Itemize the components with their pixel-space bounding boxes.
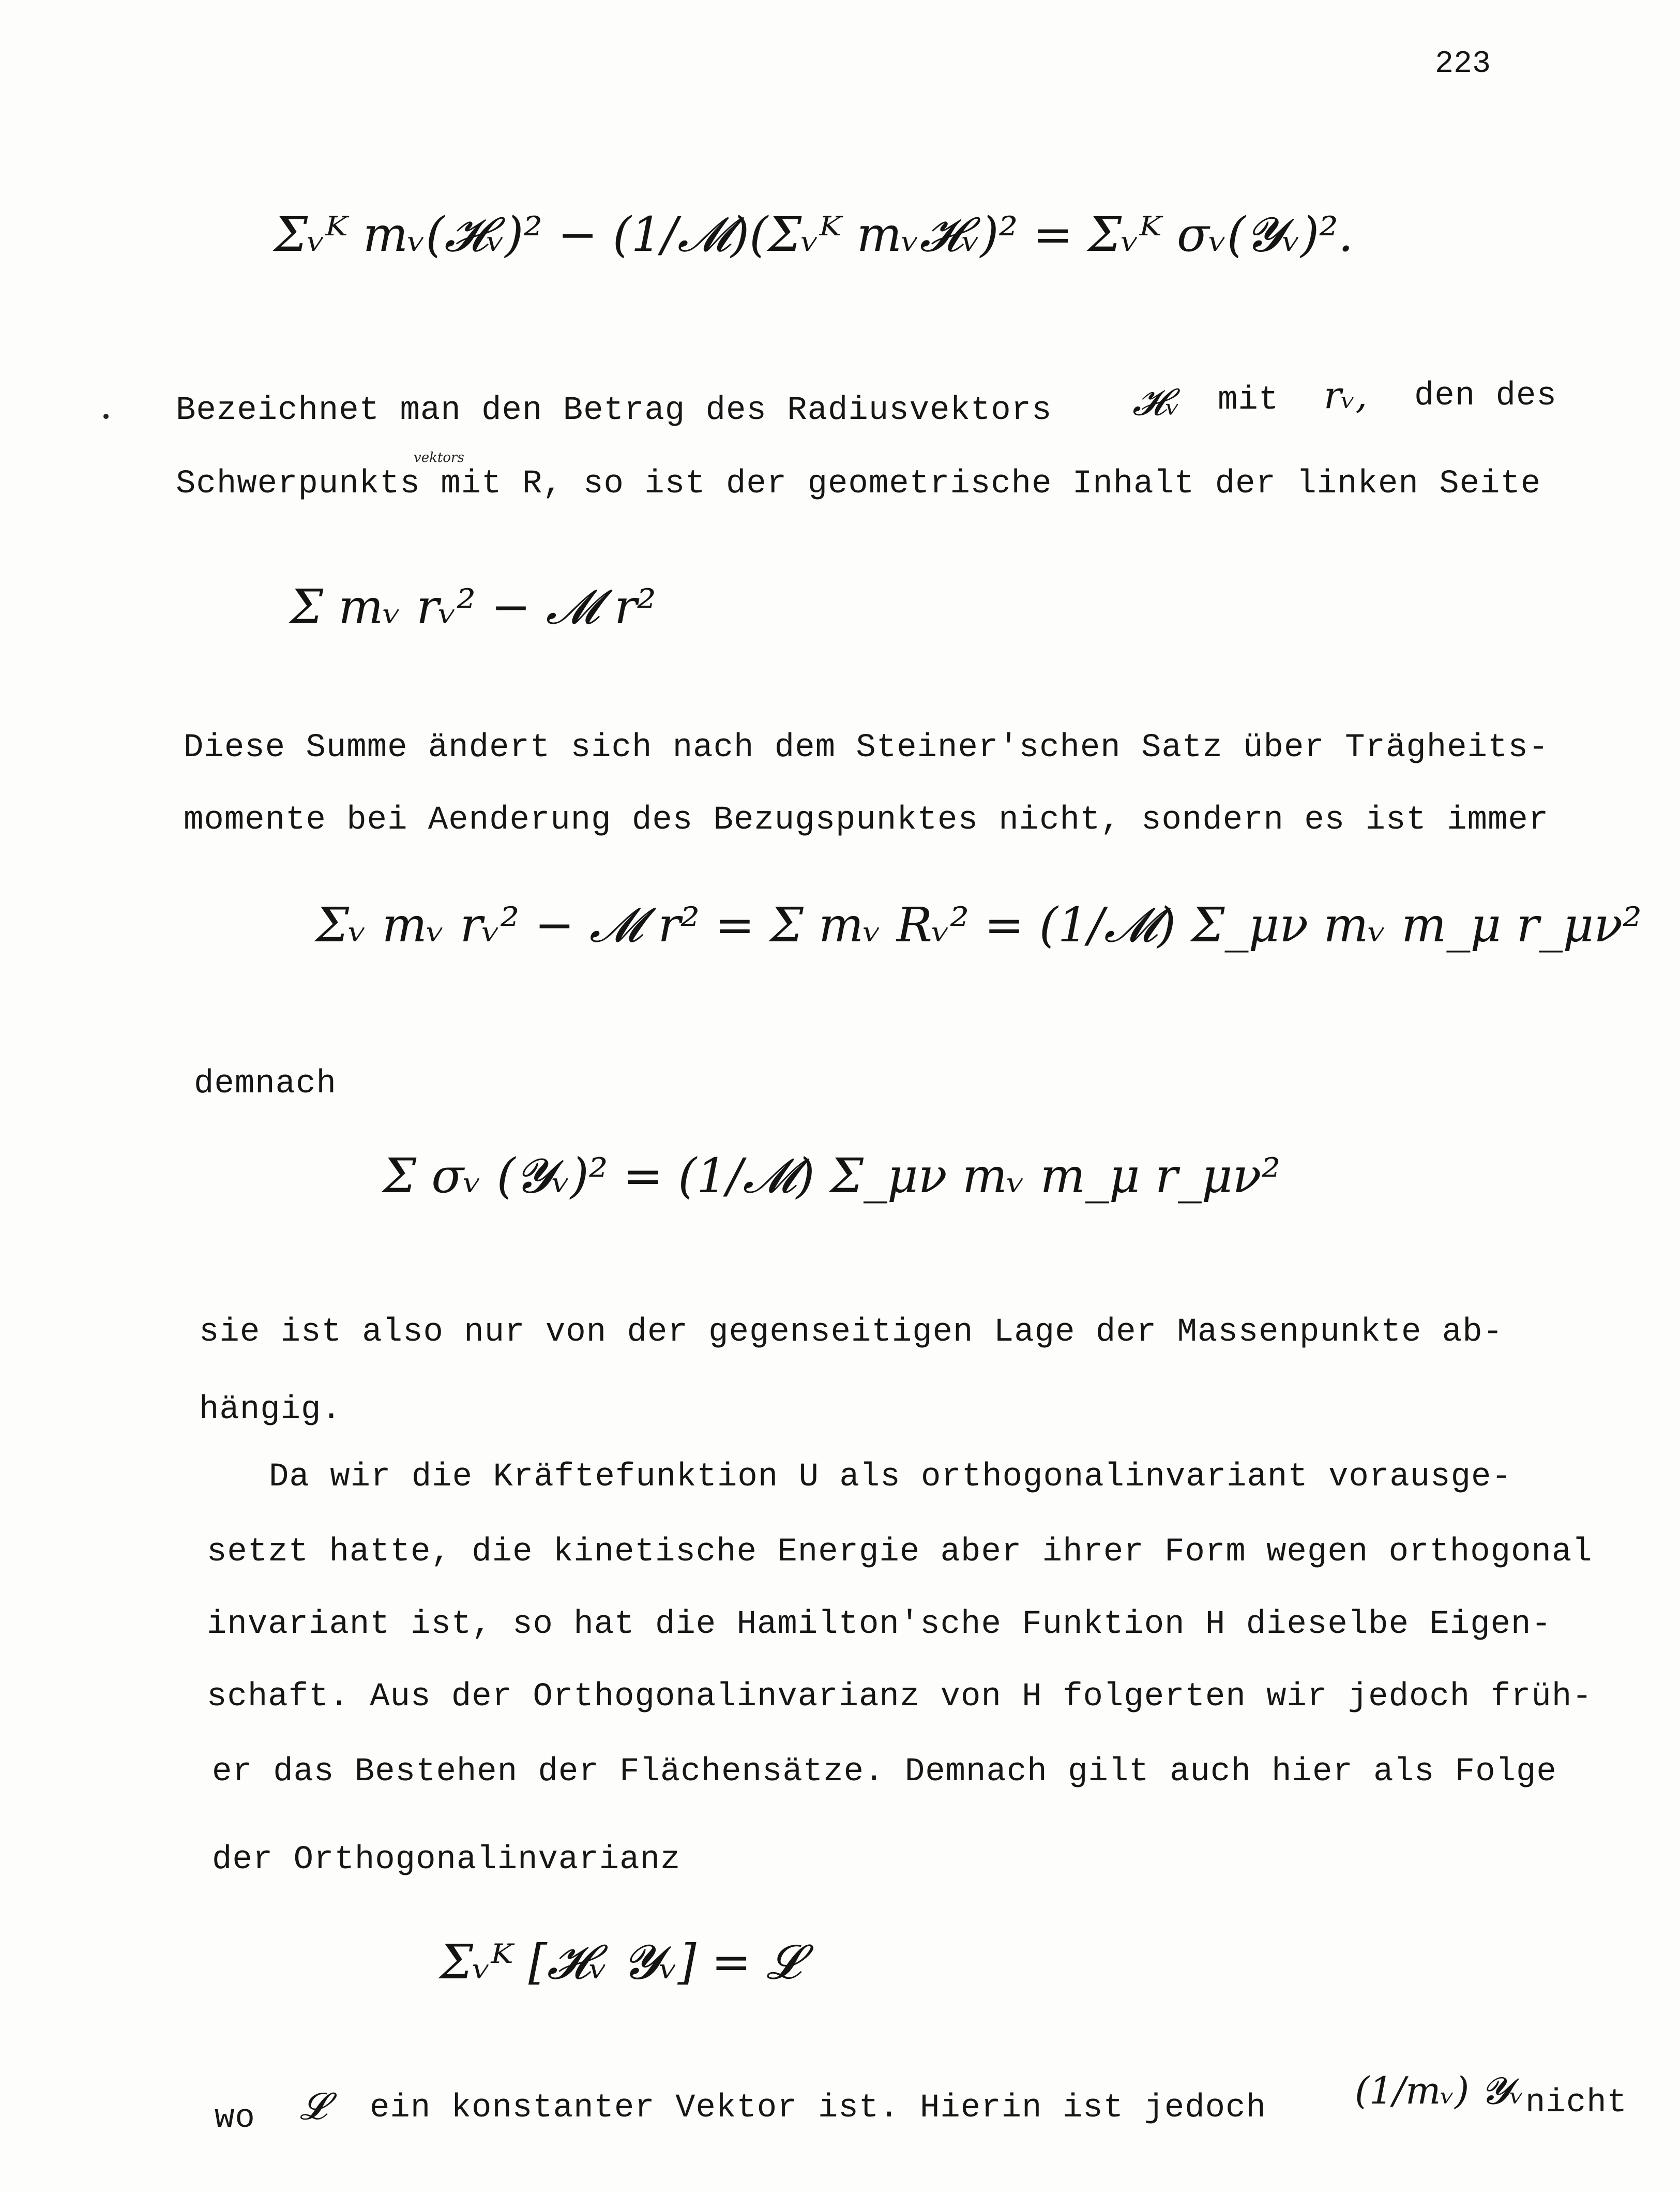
inline-math-frac-yv: (1/mᵥ) 𝓨ᵥ: [1355, 2069, 1524, 2112]
text-line-14c: nicht: [1525, 2084, 1628, 2122]
text-line-1b: mit: [1218, 382, 1279, 419]
inline-math-L: 𝓛: [300, 2084, 327, 2128]
inline-math-rv: rᵥ,: [1324, 373, 1368, 417]
text-line-14a: wo: [215, 2100, 255, 2137]
text-line-9: setzt hatte, die kinetische Energie aber ihrer Form wegen orthogonal: [207, 1534, 1593, 1571]
text-line-2: Schwerpunkts mit R, so ist der geometrische Inhalt der linken Seite: [176, 465, 1541, 503]
equation-1: Σᵥᴷ mᵥ(𝓗ᵥ)² − (1/𝓜)(Σᵥᴷ mᵥ𝓗ᵥ)² = Σᵥᴷ σᵥ(𝓨ᵥ)².: [274, 207, 1354, 262]
text-line-10: invariant ist, so hat die Hamilton'sche Funktion H dieselbe Eigen-: [207, 1606, 1552, 1643]
text-line-12: er das Bestehen der Flächensätze. Demnach gilt auch hier als Folge: [212, 1753, 1557, 1791]
inline-math-hv: 𝓗ᵥ: [1132, 380, 1180, 424]
equation-4: Σ σᵥ (𝓨ᵥ)² = (1/𝓜) Σ_μν mᵥ m_μ r_μν²: [383, 1148, 1281, 1204]
page-number: 223: [1435, 47, 1491, 82]
text-line-6: sie ist also nur von der gegenseitigen Lage der Massenpunkte ab-: [199, 1314, 1503, 1351]
text-line-3: Diese Summe ändert sich nach dem Steiner'schen Satz über Trägheits-: [184, 729, 1549, 767]
equation-5: Σᵥᴷ [𝓗ᵥ 𝓨ᵥ] = 𝓛: [440, 1934, 801, 1990]
handwritten-note: vektors: [414, 450, 464, 465]
text-line-1a: Bezeichnet man den Betrag des Radiusvektors: [176, 392, 1052, 429]
equation-2: Σ mᵥ rᵥ² − 𝓜 r²: [290, 579, 656, 635]
text-line-1c: den des: [1414, 378, 1557, 415]
text-line-11: schaft. Aus der Orthogonalinvarianz von H folgerten wir jedoch früh-: [207, 1678, 1593, 1716]
text-line-13: der Orthogonalinvarianz: [212, 1841, 681, 1879]
margin-dot: [103, 414, 109, 419]
text-line-7: hängig.: [199, 1391, 342, 1429]
text-line-5: demnach: [194, 1065, 337, 1103]
text-line-8: Da wir die Kräftefunktion U als orthogonalinvariant vorausge-: [269, 1459, 1512, 1496]
text-line-14b: ein konstanter Vektor ist. Hierin ist jedoch: [370, 2090, 1266, 2127]
text-line-4: momente bei Aenderung des Bezugspunktes nicht, sondern es ist immer: [184, 802, 1549, 839]
equation-3: Σᵥ mᵥ rᵥ² − 𝓜 r² = Σ mᵥ Rᵥ² = (1/𝓜) Σ_μν mᵥ m_μ r_μν²: [315, 897, 1642, 953]
